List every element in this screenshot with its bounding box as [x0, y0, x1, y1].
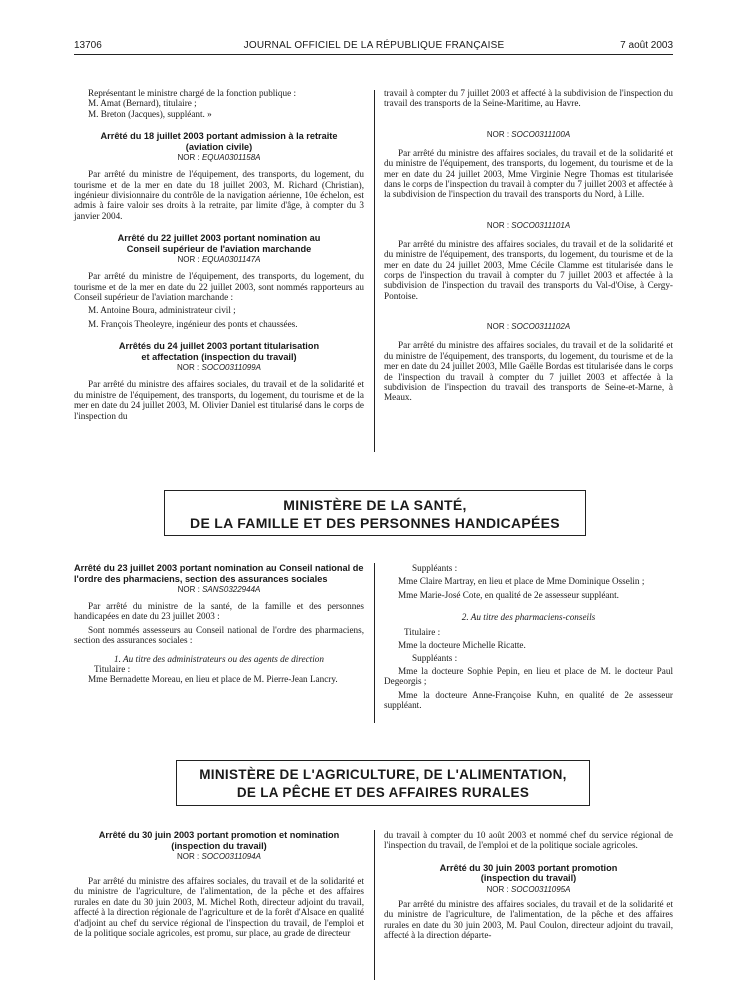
- middle-right-column: [384, 563, 673, 710]
- decree-body: Par arrêté du ministre de l'équipement, des transports, du logement, du tourisme et de la mer en date du 22 juillet 2003, sont nommés rapporteurs au Conseil supérieur de l'aviation marchande :: [74, 271, 364, 303]
- nor-reference: NOR : SOCO0311100A: [486, 129, 571, 139]
- nor-reference: NOR : SOCO0311102A: [486, 322, 571, 332]
- ministry-heading-box: [176, 760, 590, 806]
- nor-reference: NOR : EQUA0301147A: [177, 255, 261, 265]
- label: Titulaire :: [404, 626, 441, 637]
- decree-body: Par arrêté du ministre des affaires sociales, du travail et de la solidarité et du ministre de l'agriculture, de l'alimentation, de la pêche et des affaires rurales en date du 30 juin 2003, M. Michel Roth, directeur adjoint du travail, affecté à la direction régionale de l'agriculture et de la forêt d'Alsace en qualité d'adjoint au chef du service régional de l'inspection du travail, de l'emploi et de la politique sociale agricoles, est promu, sur place, au grade de directeur: [74, 876, 364, 939]
- nor-reference: NOR : SANS0322944A: [177, 585, 261, 594]
- ministry-name-line1: MINISTÈRE DE L'AGRICULTURE, DE L'ALIMENTATION,: [199, 767, 567, 782]
- list-item: M. Antoine Boura, administrateur civil ;: [88, 305, 236, 316]
- nor-reference: NOR : SOCO0311095A: [486, 884, 571, 894]
- decree-body: Sont nommés assesseurs au Conseil national de l'ordre des pharmaciens, section des assurances sociales :: [74, 624, 364, 646]
- header-rule: [74, 54, 673, 55]
- column-divider: [374, 563, 375, 723]
- ministry-name-line2: DE LA PÊCHE ET DES AFFAIRES RURALES: [236, 785, 530, 800]
- nominee: Mme la docteure Sophie Pepin, en lieu et place de M. le docteur Paul Degeorgis ;: [384, 665, 673, 687]
- decree-body: Par arrêté du ministre de la santé, de la famille et des personnes handicapées en date du 23 juillet 2003 :: [74, 601, 364, 622]
- label: Titulaire :: [94, 664, 131, 675]
- page-number: 13706: [74, 40, 102, 51]
- subsection-heading: 1. Au titre des administrateurs ou des agents de direction: [114, 653, 324, 664]
- decree-title: Arrêté du 30 juin 2003 portant promotion et nomination (inspection du travail): [98, 830, 340, 851]
- middle-left-column: [74, 563, 364, 685]
- paragraph: M. Breton (Jacques), suppléant. »: [88, 108, 212, 119]
- decree-title: Arrêtés du 24 juillet 2003 portant titularisation et affectation (inspection du travail): [118, 341, 320, 362]
- paragraph: travail à compter du 7 juillet 2003 et affecté à la subdivision de l'inspection du travail des transports de la Seine-Maritime, au Havre.: [384, 88, 673, 109]
- subsection-heading: 2. Au titre des pharmaciens-conseils: [461, 612, 596, 623]
- nominee: Mme la docteure Michelle Ricatte.: [398, 640, 526, 651]
- column-divider: [374, 830, 375, 980]
- list-item: M. François Theoleyre, ingénieur des ponts et chaussées.: [88, 318, 298, 329]
- nominee: Mme Bernadette Moreau, en lieu et place de M. Pierre-Jean Lancry.: [88, 674, 338, 685]
- nominee: Mme Marie-José Cote, en qualité de 2e assesseur suppléant.: [398, 589, 619, 600]
- decree-title: Arrêté du 30 juin 2003 portant promotion (inspection du travail): [439, 862, 618, 884]
- issue-date: 7 août 2003: [620, 40, 673, 51]
- label: Suppléants :: [412, 563, 458, 573]
- decree-title: Arrêté du 22 juillet 2003 portant nomination au Conseil supérieur de l'aviation marchande: [117, 233, 321, 254]
- decree-body: Par arrêté du ministre des affaires sociales, du travail et de la solidarité et du ministre de l'équipement, des transports, du logement, du tourisme et de la mer en date du 24 juillet 2003, Mlle Gaëlle Bordas est titularisée dans le corps de l'inspection du travail à compter du 7 juillet 2003 et affectée à la subdivision de l'inspection du travail des transports de Seine-et-Marne, à Meaux.: [384, 340, 673, 403]
- decree-title: Arrêté du 23 juillet 2003 portant nomination au Conseil national de l'ordre des pharmaciens, section des assurances sociales: [74, 563, 364, 584]
- column-divider: [374, 90, 375, 452]
- label: Suppléants :: [412, 653, 458, 664]
- decree-body: Par arrêté du ministre des affaires sociales, du travail et de la solidarité et du ministre de l'agriculture, de l'alimentation, de la pêche et des affaires rurales en date du 30 juin 2003, M. Paul Coulon, directeur adjoint du travail, affecté à la direction départe-: [384, 898, 673, 941]
- nominee: Mme Claire Martray, en lieu et place de Mme Dominique Osselin ;: [398, 576, 645, 587]
- paragraph: M. Amat (Bernard), titulaire ;: [88, 98, 197, 109]
- ministry-name-line2: DE LA FAMILLE ET DES PERSONNES HANDICAPÉES: [190, 515, 560, 531]
- top-left-column: [74, 88, 364, 421]
- nor-reference: NOR : EQUA0301158A: [177, 153, 261, 163]
- paragraph: du travail à compter du 10 août 2003 et nommé chef du service régional de l'inspection du travail, de l'emploi et de la politique sociale agricoles.: [384, 830, 673, 851]
- decree-body: Par arrêté du ministre de l'équipement, des transports, du logement, du tourisme et de la mer en date du 18 juillet 2003, M. Richard (Christian), ingénieur divisionnaire du contrôle de la navigation aérienne, 10e échelon, est admis à faire valoir ses droits à la retraite, par limite d'âge, à compter du 3 janvier 2004.: [74, 169, 364, 221]
- bottom-right-column: [384, 830, 673, 940]
- nominee: Mme la docteure Anne-Françoise Kuhn, en qualité de 2e assesseur suppléant.: [384, 689, 673, 711]
- top-right-column: [384, 88, 673, 403]
- journal-title: JOURNAL OFFICIEL DE LA RÉPUBLIQUE FRANÇAISE: [243, 40, 505, 51]
- nor-reference: NOR : SOCO0311101A: [486, 220, 571, 230]
- decree-body: Par arrêté du ministre des affaires sociales, du travail et de la solidarité et du ministre de l'équipement, des transports, du logement, du tourisme et de la mer en date du 24 juillet 2003, Mme Cécile Clamme est titularisée dans le corps de l'inspection du travail à compter du 7 juillet 2003 et affectée à la subdivision de l'inspection du travail des transports du Val-d'Oise, à Cergy-Pontoise.: [384, 238, 673, 301]
- ministry-name-line1: MINISTÈRE DE LA SANTÉ,: [283, 497, 467, 513]
- decree-body: Par arrêté du ministre des affaires sociales, du travail et de la solidarité et du ministre de l'équipement, des transports, du logement, du tourisme et de la mer en date du 24 juillet 2003, Mme Virginie Negre Thomas est titularisée dans le corps de l'inspection du travail à compter du 7 juillet 2003 et affectée à la subdivision de l'inspection du travail des transports du Nord, à Lille.: [384, 147, 673, 200]
- decree-title: Arrêté du 18 juillet 2003 portant admission à la retraite (aviation civile): [100, 131, 338, 152]
- decree-body: Par arrêté du ministre des affaires sociales, du travail et de la solidarité et du ministre de l'équipement, des transports, du logement, du tourisme et de la mer en date du 24 juillet 2003, M. Olivier Daniel est titularisé dans le corps de l'inspection du: [74, 379, 364, 421]
- paragraph: Représentant le ministre chargé de la fonction publique :: [88, 88, 297, 98]
- nor-reference: NOR : SOCO0311094A: [177, 852, 261, 861]
- ministry-heading-box: [164, 490, 586, 536]
- bottom-left-column: [74, 830, 364, 938]
- nor-reference: NOR : SOCO0311099A: [177, 363, 261, 373]
